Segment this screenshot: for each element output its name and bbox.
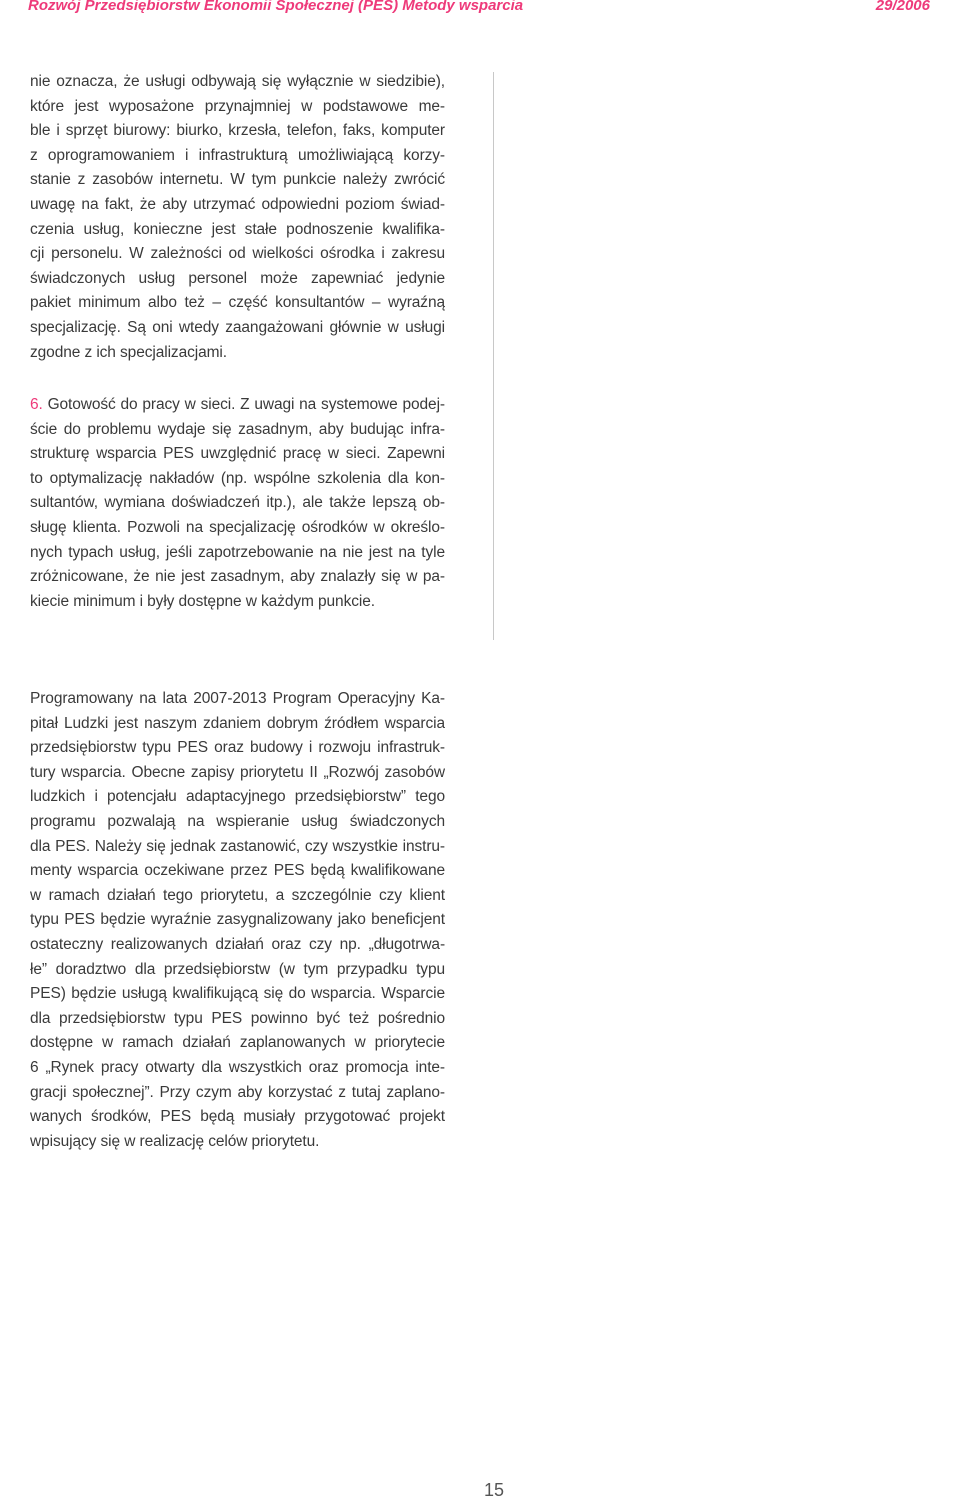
text-line: pitał Ludzki jest naszym zdaniem dobrym źródłem wsparcia: [30, 714, 445, 732]
text-line: cji personelu. W zależności od wielkości ośrodka i zakresu: [30, 245, 445, 263]
text-line: strukturę wsparcia PES uwzględnić pracę w sieci. Zapewni: [30, 445, 445, 463]
text-line: menty wsparcia oczekiwane przez PES będą kwalifikowane: [30, 862, 445, 880]
text-line: programu pozwalają na wspieranie usług świadczonych: [30, 812, 445, 830]
text-line: typu PES będzie wyraźnie zasygnalizowany jako beneficjent: [30, 911, 445, 929]
paragraph-infrastructure: [30, 70, 445, 365]
running-header: [0, 0, 960, 20]
text-line: 6 „Rynek pracy otwarty dla wszystkich oraz promocja inte-: [30, 1058, 445, 1076]
text-line: [30, 393, 445, 418]
text-line: specjalizację. Są oni wtedy zaangażowani głównie w usługi: [30, 318, 445, 336]
text-line-content: Gotowość do pracy w sieci. Z uwagi na systemowe podej-: [47, 396, 445, 413]
text-line: nie oznacza, że usługi odbywają się wyłącznie w siedzibie),: [30, 73, 445, 90]
text-line: świadczonych usług personel może zapewniać jedynie: [30, 269, 445, 287]
text-line: zgodne z ich specjalizacjami.: [30, 343, 227, 361]
paragraph-network-readiness: [30, 393, 445, 614]
text-line: dla przedsiębiorstw typu PES powinno być też pośrednio: [30, 1009, 445, 1027]
text-line: dostępne w ramach działań zaplanowanych w priorytecie: [30, 1034, 445, 1052]
list-number: 6.: [30, 396, 43, 413]
text-line: pakiet minimum albo też – część konsultantów – wyraźną: [30, 294, 445, 312]
text-line: dla PES. Należy się jednak zastanowić, czy wszystkie instru-: [30, 837, 445, 855]
text-line: ludzkich i potencjału adaptacyjnego przedsiębiorstw” tego: [30, 788, 445, 806]
text-line: uwagę na fakt, że aby utrzymać odpowiedni poziom świad-: [30, 195, 445, 213]
text-line: łe” doradztwo dla przedsiębiorstw (w tym przypadku typu: [30, 960, 445, 978]
text-line: sługę klienta. Pozwoli na specjalizację ośrodków w określo-: [30, 518, 445, 536]
text-line: które jest wyposażone przynajmniej w podstawowe me-: [30, 97, 445, 115]
issue-number: 29/2006: [875, 0, 930, 14]
text-line: przedsiębiorstw typu PES oraz budowy i rozwoju infrastruk-: [30, 739, 445, 757]
text-line: ostateczny realizowanych działań oraz czy np. „długotrwa-: [30, 935, 445, 953]
text-line: wanych środków, PES będą musiały przygotować projekt: [30, 1108, 445, 1126]
paragraph-human-capital-programme: [30, 687, 445, 1154]
text-line: wpisujący się w realizację celów priorytetu.: [30, 1132, 320, 1150]
text-line: w ramach działań tego priorytetu, a szczególnie czy klient: [30, 886, 445, 904]
text-line: ście do problemu wydaje się zasadnym, aby budując infra-: [30, 420, 445, 438]
text-line: z oprogramowaniem i infrastrukturą umożliwiającą korzy-: [30, 146, 445, 164]
text-line: to optymalizację nakładów (np. wspólne szkolenia dla kon-: [30, 469, 445, 487]
text-line: PES) będzie usługą kwalifikującą się do wsparcia. Wsparcie: [30, 985, 445, 1003]
text-line: tury wsparcia. Obecne zapisy priorytetu II „Rozwój zasobów: [30, 763, 445, 781]
text-line: czenia usług, konieczne jest stałe podnoszenie kwalifika-: [30, 220, 445, 238]
text-line: zróżnicowane, że nie jest zasadnym, aby znalazły się w pa-: [30, 568, 445, 586]
page-number: 15: [483, 1480, 505, 1500]
text-line: sultantów, wymiana doświadczeń itp.), ale także lepszą ob-: [30, 494, 445, 512]
text-line: gracji społecznej”. Przy czym aby korzystać z tutaj zaplano-: [30, 1083, 445, 1101]
text-line: kiecie minimum i były dostępne w każdym punkcie.: [30, 592, 375, 610]
text-line: Programowany na lata 2007-2013 Program Operacyjny Ka-: [30, 690, 445, 707]
text-line: stanie z zasobów internetu. W tym punkcie należy zwrócić: [30, 171, 445, 189]
publication-title: Rozwój Przedsiębiorstw Ekonomii Społecznej (PES) Metody wsparcia: [28, 0, 524, 14]
text-line: ble i sprzęt biurowy: biurko, krzesła, telefon, faks, komputer: [30, 122, 445, 140]
text-line: nych typach usług, jeśli zapotrzebowanie na nie jest na tyle: [30, 543, 445, 561]
column-divider: [493, 72, 494, 640]
